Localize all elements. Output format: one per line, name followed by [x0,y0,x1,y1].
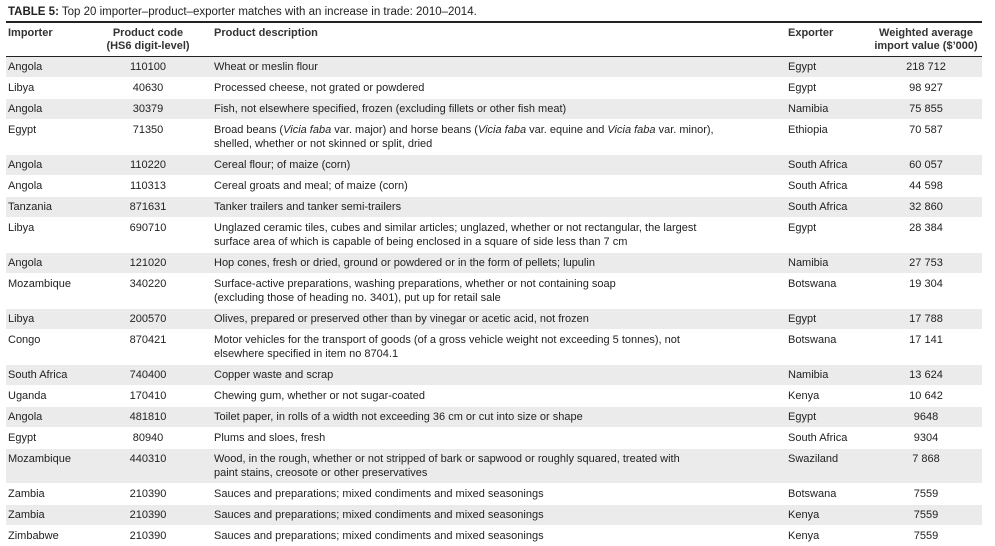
table-row [6,155,982,176]
table-row [6,484,982,505]
description-cell: Wheat or meslin flour [200,57,786,78]
description-cell: Processed cheese, not grated or powdered [200,78,786,99]
description-cell: Fish, not elsewhere specified, frozen (excluding fillets or other fish meat) [200,99,786,120]
product-code-cell: 200570 [96,309,200,330]
header-value-label: Weighted average [879,27,973,39]
exporter-cell: Namibia [786,365,870,386]
table-caption [6,4,982,23]
exporter-cell: Egypt [786,407,870,428]
product-code-cell: 481810 [96,407,200,428]
exporter-cell: South Africa [786,197,870,218]
value-cell: 10 642 [870,386,982,407]
value-cell: 13 624 [870,365,982,386]
header-product-code [96,23,200,57]
description-cell: Cereal groats and meal; of maize (corn) [200,176,786,197]
description-cell: Broad beans (Vicia faba var. major) and horse beans (Vicia faba var. equine and Vicia faba var. minor), shelled, whether or not skinned or split, dried [200,120,786,155]
description-cell: Cereal flour; of maize (corn) [200,155,786,176]
importer-cell: Angola [6,253,96,274]
value-cell: 7559 [870,484,982,505]
exporter-cell: Kenya [786,505,870,526]
description-cell: Hop cones, fresh or dried, ground or powdered or in the form of pellets; lupulin [200,253,786,274]
description-cell: Copper waste and scrap [200,365,786,386]
table-row [6,253,982,274]
importer-cell: Angola [6,407,96,428]
header-product-code-label: Product code [113,27,183,39]
value-cell: 9648 [870,407,982,428]
exporter-cell: Egypt [786,78,870,99]
header-description [200,23,786,57]
importer-cell: Libya [6,218,96,253]
value-cell: 218 712 [870,57,982,78]
importer-cell: Egypt [6,120,96,155]
description-cell: Sauces and preparations; mixed condiments and mixed seasonings [200,484,786,505]
exporter-cell: Egypt [786,309,870,330]
trade-matches-table [6,23,982,546]
exporter-cell: Ethiopia [786,120,870,155]
table-row [6,120,982,155]
table-row [6,428,982,449]
table-row [6,57,982,78]
exporter-cell: South Africa [786,428,870,449]
product-code-cell: 440310 [96,449,200,484]
importer-cell: Zambia [6,505,96,526]
header-row [6,23,982,57]
table-row [6,386,982,407]
value-cell: 7559 [870,526,982,546]
header-value [870,23,982,57]
value-cell: 75 855 [870,99,982,120]
importer-cell: Mozambique [6,274,96,309]
product-code-cell: 80940 [96,428,200,449]
header-description-label: Product description [214,27,318,39]
exporter-cell: South Africa [786,176,870,197]
product-code-cell: 170410 [96,386,200,407]
product-code-cell: 740400 [96,365,200,386]
value-cell: 70 587 [870,120,982,155]
exporter-cell: Egypt [786,218,870,253]
table-row [6,274,982,309]
value-cell: 44 598 [870,176,982,197]
importer-cell: Mozambique [6,449,96,484]
header-exporter-label: Exporter [788,27,833,39]
product-code-cell: 30379 [96,99,200,120]
importer-cell: South Africa [6,365,96,386]
description-cell: Surface-active preparations, washing preparations, whether or not containing soap (excluding those of heading no. 3401), put up for retail sale [200,274,786,309]
product-code-cell: 210390 [96,526,200,546]
value-cell: 17 141 [870,330,982,365]
importer-cell: Uganda [6,386,96,407]
value-cell: 7559 [870,505,982,526]
table-row [6,176,982,197]
importer-cell: Zimbabwe [6,526,96,546]
table-row [6,407,982,428]
product-code-cell: 71350 [96,120,200,155]
exporter-cell: Egypt [786,57,870,78]
table-row [6,197,982,218]
importer-cell: Libya [6,309,96,330]
table-row [6,365,982,386]
product-code-cell: 40630 [96,78,200,99]
caption-label: TABLE 5: [8,6,59,18]
table-row [6,526,982,546]
importer-cell: Angola [6,99,96,120]
description-cell: Sauces and preparations; mixed condiments and mixed seasonings [200,505,786,526]
table-row [6,505,982,526]
exporter-cell: South Africa [786,155,870,176]
importer-cell: Zambia [6,484,96,505]
exporter-cell: Botswana [786,330,870,365]
header-product-code-sub: (HS6 digit-level) [106,40,189,52]
table-row [6,218,982,253]
table-row [6,309,982,330]
importer-cell: Angola [6,155,96,176]
product-code-cell: 340220 [96,274,200,309]
value-cell: 27 753 [870,253,982,274]
table-row [6,449,982,484]
table-row [6,330,982,365]
description-cell: Plums and sloes, fresh [200,428,786,449]
description-cell: Chewing gum, whether or not sugar-coated [200,386,786,407]
value-cell: 19 304 [870,274,982,309]
importer-cell: Egypt [6,428,96,449]
value-cell: 7 868 [870,449,982,484]
table-body [6,57,982,546]
importer-cell: Libya [6,78,96,99]
description-cell: Toilet paper, in rolls of a width not exceeding 36 cm or cut into size or shape [200,407,786,428]
product-code-cell: 210390 [96,484,200,505]
description-cell: Unglazed ceramic tiles, cubes and similar articles; unglazed, whether or not rectangular, the largest surface area of which is capable of being enclosed in a square of side less than 7 cm [200,218,786,253]
importer-cell: Angola [6,176,96,197]
value-cell: 60 057 [870,155,982,176]
product-code-cell: 110220 [96,155,200,176]
description-cell: Olives, prepared or preserved other than by vinegar or acetic acid, not frozen [200,309,786,330]
product-code-cell: 110313 [96,176,200,197]
header-exporter [786,23,870,57]
value-cell: 98 927 [870,78,982,99]
exporter-cell: Kenya [786,526,870,546]
header-importer-label: Importer [8,27,53,39]
header-importer [6,23,96,57]
exporter-cell: Swaziland [786,449,870,484]
product-code-cell: 110100 [96,57,200,78]
exporter-cell: Namibia [786,253,870,274]
importer-cell: Angola [6,57,96,78]
table-row [6,78,982,99]
importer-cell: Congo [6,330,96,365]
table-row [6,99,982,120]
value-cell: 17 788 [870,309,982,330]
value-cell: 9304 [870,428,982,449]
product-code-cell: 121020 [96,253,200,274]
exporter-cell: Botswana [786,484,870,505]
product-code-cell: 871631 [96,197,200,218]
product-code-cell: 870421 [96,330,200,365]
description-cell: Motor vehicles for the transport of goods (of a gross vehicle weight not exceeding 5 tonnes), not elsewhere specified in item no 8704.1 [200,330,786,365]
exporter-cell: Botswana [786,274,870,309]
value-cell: 32 860 [870,197,982,218]
exporter-cell: Kenya [786,386,870,407]
description-cell: Sauces and preparations; mixed condiments and mixed seasonings [200,526,786,546]
caption-text: Top 20 importer–product–exporter matches with an increase in trade: 2010–2014. [59,6,477,18]
header-value-sub: import value ($’000) [874,40,977,52]
exporter-cell: Namibia [786,99,870,120]
importer-cell: Tanzania [6,197,96,218]
description-cell: Wood, in the rough, whether or not stripped of bark or sapwood or roughly squared, treated with paint stains, creosote or other preservatives [200,449,786,484]
description-cell: Tanker trailers and tanker semi-trailers [200,197,786,218]
value-cell: 28 384 [870,218,982,253]
product-code-cell: 690710 [96,218,200,253]
product-code-cell: 210390 [96,505,200,526]
